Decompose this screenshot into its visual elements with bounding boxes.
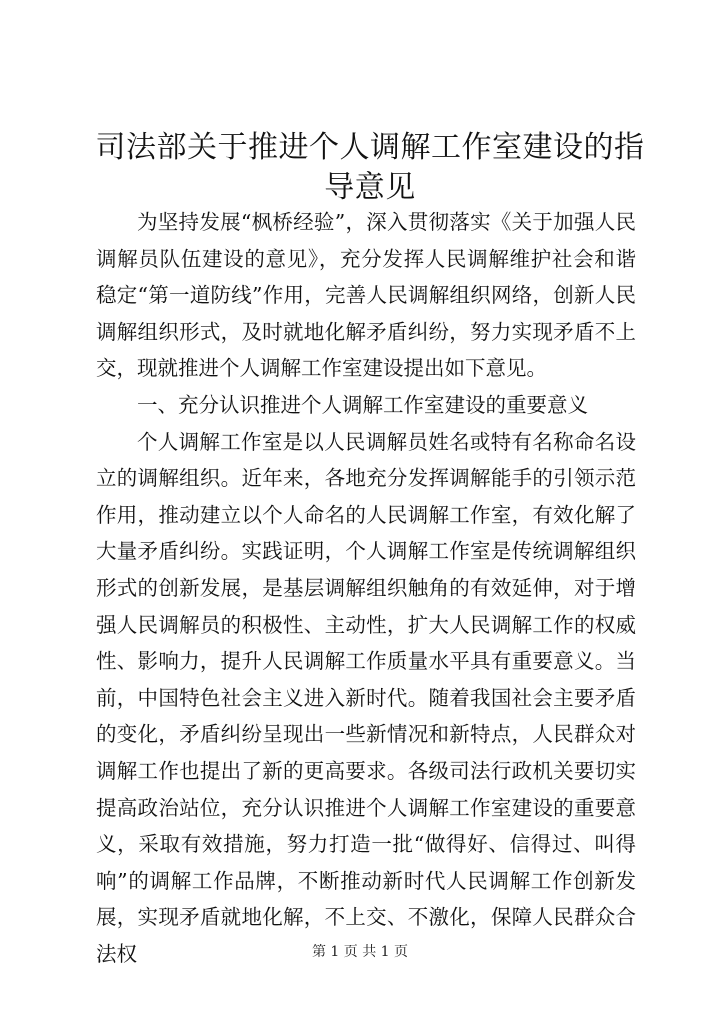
- document-title: 司法部关于推进个人调解工作室建设的指导意见: [95, 130, 645, 205]
- page-footer: 第 1 页 共 1 页: [311, 944, 409, 960]
- section-heading: 一、充分认识推进个人调解工作室建设的重要意义: [137, 392, 588, 417]
- intro-paragraph: 为坚持发展“枫桥经验”，深入贯彻落实《关于加强人民调解员队伍建设的意见》，充分发挥人民调解维护社会和谐稳定“第一道防线”作用，完善人民调解组织网络，创新人民调解组织形式，及时就地化解矛盾纠纷，努力实现矛盾不上交，现就推进个人调解工作室建设提出如下意见。: [96, 210, 636, 381]
- document-body: [96, 204, 636, 972]
- section-paragraph: 个人调解工作室是以人民调解员姓名或特有名称命名设立的调解组织。近年来，各地充分发挥调解能手的引领示范作用，推动建立以个人命名的人民调解工作室，有效化解了大量矛盾纠纷。实践证明，个人调解工作室是传统调解组织形式的创新发展，是基层调解组织触角的有效延伸，对于增强人民调解员的积极性、主动性，扩大人民调解工作的权威性、影响力，提升人民调解工作质量水平具有重要意义。当前，中国特色社会主义进入新时代。随着我国社会主要矛盾的变化，矛盾纠纷呈现出一些新情况和新特点，人民群众对调解工作也提出了新的更高要求。各级司法行政机关要切实提高政治站位，充分认识推进个人调解工作室建设的重要意义，采取有效措施，努力打造一批“做得好、信得过、叫得响”的调解工作品牌，不断推动新时代人民调解工作创新发展，实现矛盾就地化解，不上交、不激化，保障人民群众合法权: [96, 429, 636, 966]
